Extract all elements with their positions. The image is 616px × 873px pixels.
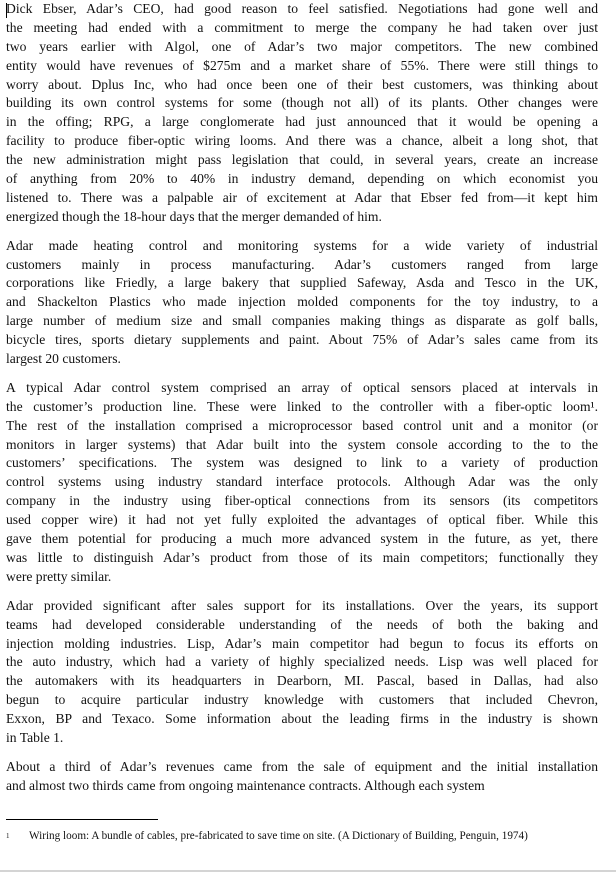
text-line: gave them potential for producing a much more advanced system in the future, as yet, there: [6, 531, 598, 547]
text-line: and Shackelton Plastics who made injection molded components for the toy industry, to a: [6, 294, 598, 310]
text-line: begun to acquire particular industry knowledge with customers that included Chevron,: [6, 692, 598, 708]
text-line: used copper wire) it had not yet fully exploited the advantages of optical fiber. While this: [6, 512, 598, 528]
text-line: the new administration might pass legislation that could, in several years, create an increase: [6, 152, 598, 168]
paragraph: [6, 237, 598, 369]
paragraph: [6, 0, 598, 227]
text-line: Adar provided significant after sales support for its installations. Over the years, its support: [6, 597, 598, 613]
text-line: A typical Adar control system comprised an array of optical sensors placed at intervals in: [6, 379, 598, 395]
paragraph: [6, 597, 598, 748]
text-line: in Table 1.: [6, 729, 64, 745]
text-line: control systems using industry standard interface protocols. Although Adar was the only: [6, 474, 598, 490]
footnote-mark: 1: [6, 832, 10, 840]
text-line: Dick Ebser, Adar’s CEO, had good reason to feel satisfied. Negotiations had gone well and: [6, 1, 598, 16]
paragraph: [6, 379, 598, 587]
text-line: of anything from 20% to 40% in industry demand, depending on which economist you: [6, 171, 598, 187]
text-line: bicycle tires, sports dietary supplements and paint. About 75% of Adar’s sales came from its: [6, 332, 598, 348]
text-line: building its own control systems for some (though not all) of its plants. Other changes were: [6, 95, 598, 111]
text-line: injection molding industries. Lisp, Adar’s main competitor had begun to focus its efforts on: [6, 635, 598, 651]
text-line: listened to. There was a palpable air of excitement at Adar that Ebser fed from—it kept him: [6, 189, 598, 205]
text-line: the auto industry, which had a variety of highly specialized needs. Lisp was well placed for: [6, 654, 598, 670]
text-line: two years earlier with Algol, one of Adar’s two major competitors. The new combined: [6, 38, 598, 54]
text-line: in the offing; RPG, a large conglomerate had just announced that it would be opening a: [6, 114, 598, 130]
footnote-text: Wiring loom: A bundle of cables, pre-fabricated to save time on site. (A Dictionary of Building, Penguin, 1974): [29, 830, 528, 842]
text-line: corporations like Friedly, a large bakery that supplied Safeway, Asda and Tesco in the UK,: [6, 275, 598, 291]
text-line: customers’ specifications. The system was designed to link to a variety of production: [6, 455, 598, 471]
text-line: the automakers with its headquarters in Dearborn, MI. Pascal, based in Dallas, had also: [6, 673, 598, 689]
footnote-separator: [6, 819, 158, 820]
paragraph: [6, 758, 598, 796]
text-line: Exxon, BP and Texaco. Some information about the leading firms in the industry is shown: [6, 711, 598, 727]
text-line: the meeting had ended with a commitment to merge the company he had taken over just: [6, 19, 598, 35]
text-line: facility to produce fiber-optic wiring looms. And there was a chance, albeit a long shot, that: [6, 133, 598, 149]
text-line: monitors in larger systems) that Adar built into the system console according to the to the: [6, 436, 598, 452]
text-line: Adar made heating control and monitoring systems for a wide variety of industrial: [6, 237, 598, 253]
document-body[interactable]: [6, 0, 598, 806]
text-line: About a third of Adar’s revenues came from the sale of equipment and the initial installation: [6, 758, 598, 774]
text-line: and almost two thirds came from ongoing maintenance contracts. Although each system: [6, 777, 485, 793]
text-line: largest 20 customers.: [6, 351, 121, 367]
text-line: was little to distinguish Adar’s product from those of its main competitors; functionally they: [6, 549, 598, 565]
text-line: the customer’s production line. These were linked to the controller with a fiber-optic loom¹.: [6, 398, 598, 414]
text-line: company in the industry using fiber-optical connections from its sensors (its competitors: [6, 493, 598, 509]
text-line: were pretty similar.: [6, 568, 112, 584]
text-line: The rest of the installation comprised a microprocessor based control unit and a monitor (or: [6, 417, 598, 433]
text-line: entity would have revenues of $275m and a market share of 55%. There were still things to: [6, 57, 598, 73]
page-bottom-border: [0, 870, 616, 872]
text-line: customers mainly in process manufacturing. Adar’s customers ranged from large: [6, 256, 598, 272]
footnote: [6, 830, 566, 844]
text-line: large number of medium size and small companies making things as disparate as golf balls,: [6, 313, 598, 329]
text-line: teams had developed considerable understanding of the needs of both the baking and: [6, 616, 598, 632]
text-line: worry about. Dplus Inc, who had once been one of their best customers, was thinking about: [6, 76, 598, 92]
text-line: energized though the 18-hour days that the merger demanded of him.: [6, 208, 382, 224]
